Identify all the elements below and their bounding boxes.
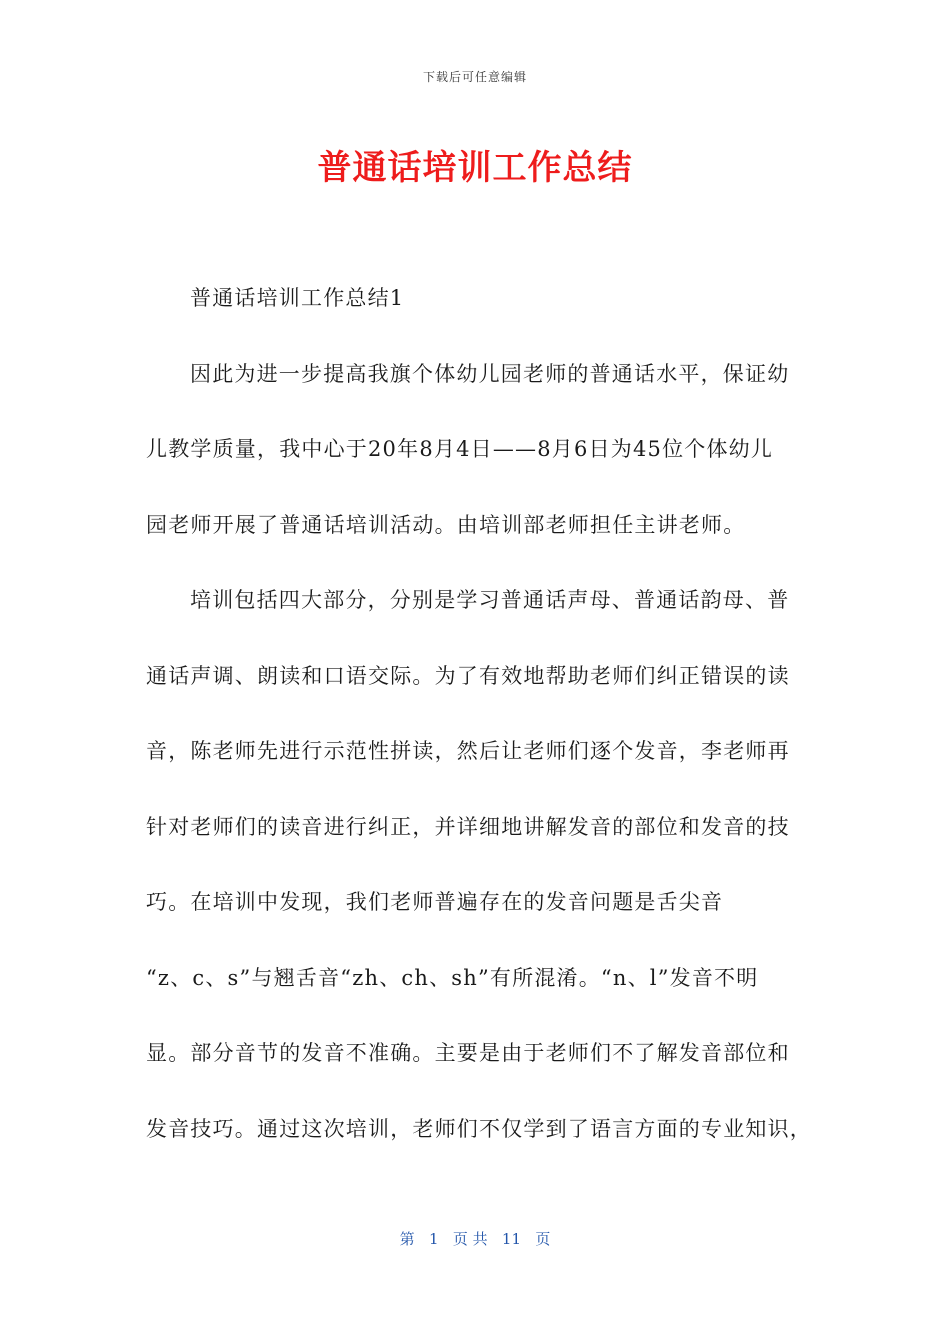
body-text <box>146 268 812 1174</box>
footer-suffix: 页 <box>535 1230 551 1248</box>
body-line: 普通话培训工作总结1 <box>190 286 405 310</box>
body-line: 针对老师们的读音进行纠正，并详细地讲解发音的部位和发音的技 <box>146 814 790 839</box>
body-line: 园老师开展了普通话培训活动。由培训部老师担任主讲老师。 <box>146 512 746 537</box>
body-line: 培训包括四大部分，分别是学习普通话声母、普通话韵母、普 <box>190 588 790 612</box>
footer-page-number: 1 <box>428 1230 439 1248</box>
footer-middle: 页 共 <box>452 1230 488 1248</box>
header-note: 下载后可任意编辑 <box>422 70 527 84</box>
footer-total-pages: 11 <box>501 1230 522 1248</box>
document-title: 普通话培训工作总结 <box>317 148 633 188</box>
body-line: 显。部分音节的发音不准确。主要是由于老师们不了解发音部位和 <box>146 1041 790 1065</box>
body-line: 因此为进一步提高我旗个体幼儿园老师的普通话水平，保证幼 <box>190 361 790 386</box>
body-line: 通话声调、朗读和口语交际。为了有效地帮助老师们纠正错误的读 <box>146 663 790 688</box>
footer-prefix: 第 <box>399 1230 415 1248</box>
body-line: “z、c、s”与翘舌音“zh、ch、sh”有所混淆。“n、l”发音不明 <box>146 965 759 990</box>
body-line: 儿教学质量，我中心于20年8月4日——8月6日为45位个体幼儿 <box>146 437 774 461</box>
page-footer <box>0 1228 950 1249</box>
body-line: 发音技巧。通过这次培训，老师们不仅学到了语言方面的专业知识， <box>146 1116 812 1141</box>
body-line: 巧。在培训中发现，我们老师普遍存在的发音问题是舌尖音 <box>146 890 724 914</box>
body-line: 音，陈老师先进行示范性拼读，然后让老师们逐个发音，李老师再 <box>146 739 790 763</box>
